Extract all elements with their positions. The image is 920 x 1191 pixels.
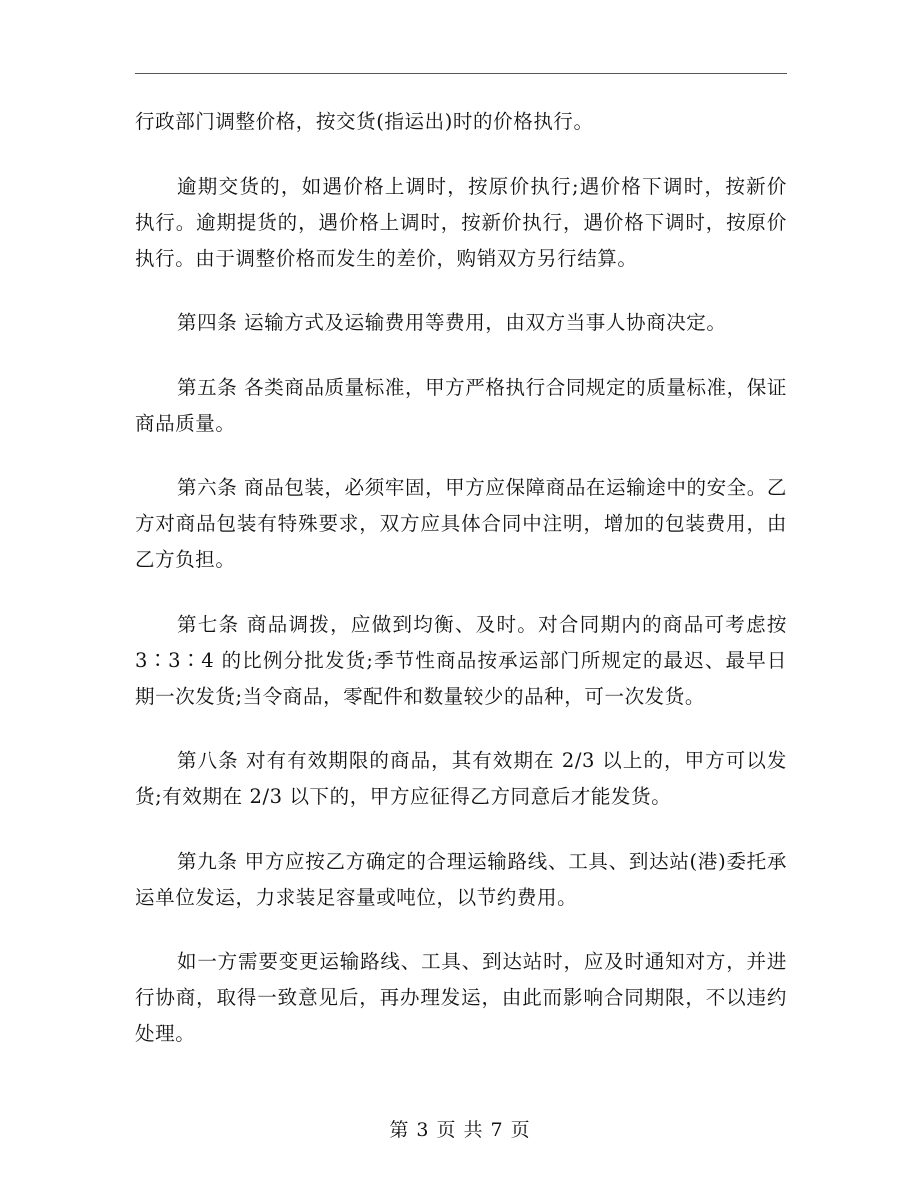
paragraph-article-7: 第七条 商品调拨，应做到均衡、及时。对合同期内的商品可考虑按 3∶3∶4 的比例分批发货;季节性商品按承运部门所规定的最迟、最早日期一次发货;当令商品，零配件和数量较少的品种，可一次发货。 bbox=[135, 612, 787, 708]
paragraph-article-9: 第九条 甲方应按乙方确定的合理运输路线、工具、到达站(港)委托承运单位发运，力求装足容量或吨位，以节约费用。 bbox=[135, 849, 787, 909]
paragraph-continuation: 行政部门调整价格，按交货(指运出)时的价格执行。 bbox=[135, 110, 594, 133]
page-number: 第 3 页 共 7 页 bbox=[389, 1119, 531, 1141]
header-rule bbox=[135, 73, 787, 74]
paragraph-route-change: 如一方需要变更运输路线、工具、到达站时，应及时通知对方，并进行协商，取得一致意见后，再办理发运，由此而影响合同期限，不以违约处理。 bbox=[135, 950, 787, 1045]
paragraph-late-delivery: 逾期交货的，如遇价格上调时，按原价执行;遇价格下调时，按新价执行。逾期提货的，遇价格上调时，按新价执行，遇价格下调时，按原价执行。由于调整价格而发生的差价，购销双方另行结算。 bbox=[135, 174, 787, 270]
paragraph-article-4: 第四条 运输方式及运输费用等费用，由双方当事人协商决定。 bbox=[177, 311, 727, 334]
paragraph-article-6: 第六条 商品包装，必须牢固，甲方应保障商品在运输途中的安全。乙方对商品包装有特殊要求，双方应具体合同中注明，增加的包装费用，由乙方负担。 bbox=[135, 476, 787, 571]
paragraph-article-8: 第八条 对有有效期限的商品，其有效期在 2/3 以上的，甲方可以发货;有效期在 2/3 以下的，甲方应征得乙方同意后才能发货。 bbox=[135, 749, 787, 808]
paragraph-article-5: 第五条 各类商品质量标准，甲方严格执行合同规定的质量标准，保证商品质量。 bbox=[135, 375, 787, 435]
document-body bbox=[135, 104, 787, 1081]
